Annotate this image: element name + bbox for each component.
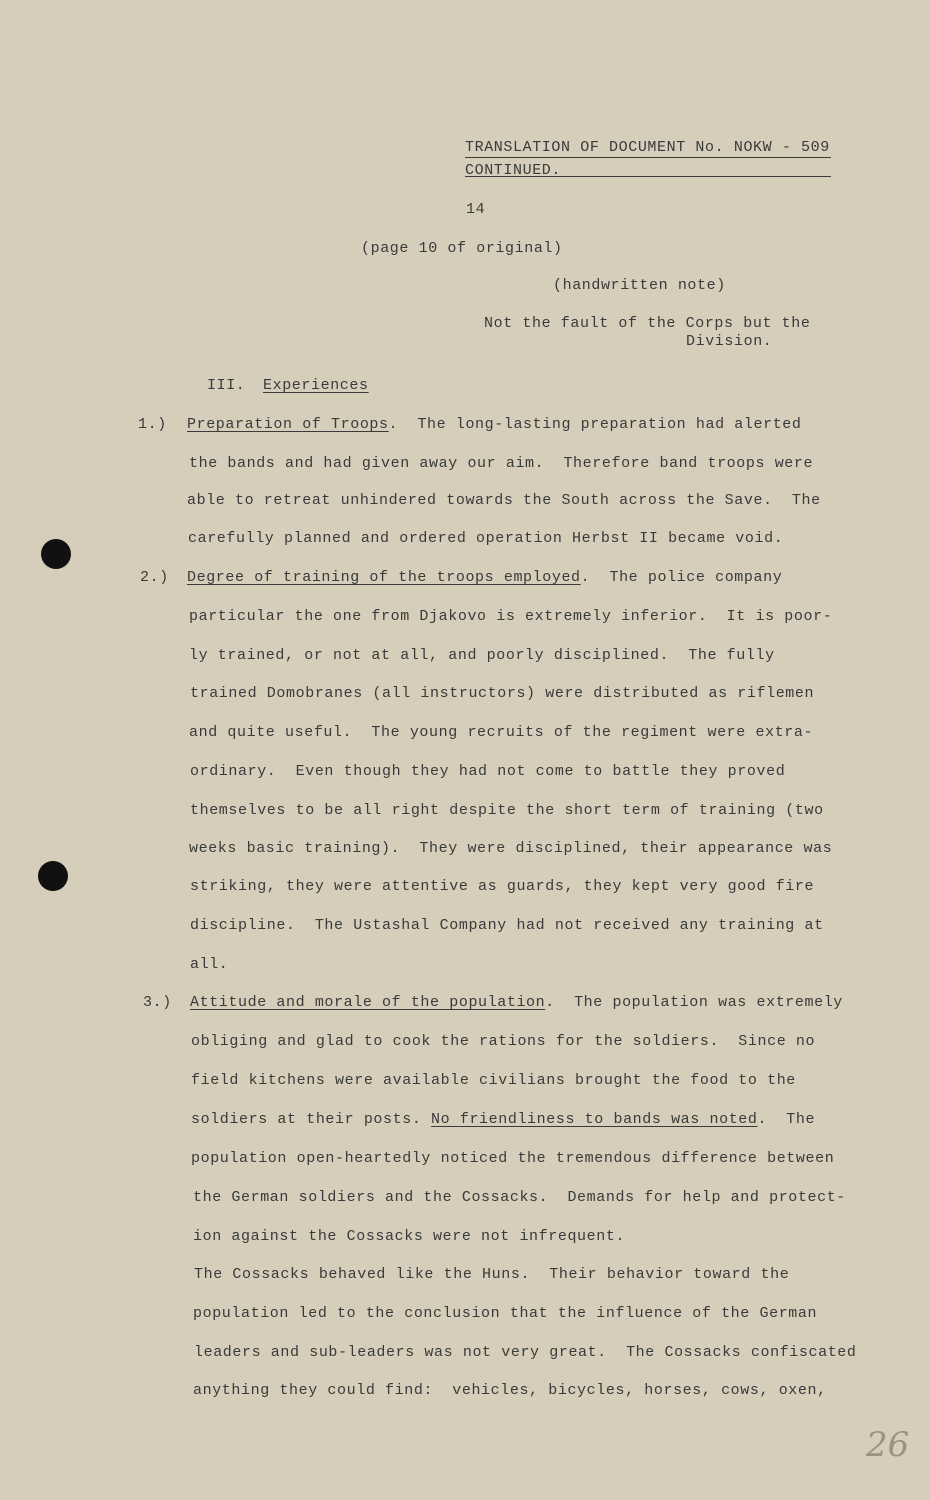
paragraph-line: carefully planned and ordered operation Herbst II became void.	[188, 530, 784, 547]
original-page-ref: (page 10 of original)	[361, 240, 563, 257]
paragraph-line: themselves to be all right despite the short term of training (two	[190, 802, 824, 819]
section-number: III.	[207, 377, 246, 394]
paragraph-line: particular the one from Djakovo is extremely inferior. It is poor-	[189, 608, 833, 625]
paragraph-line: the bands and had given away our aim. Therefore band troops were	[189, 455, 814, 472]
header-rule	[465, 157, 831, 158]
paragraph-line: and quite useful. The young recruits of the regiment were extra-	[189, 724, 814, 741]
paragraph-line: discipline. The Ustashal Company had not received any training at	[190, 917, 824, 934]
paragraph-title: Degree of training of the troops employed	[187, 569, 581, 586]
paragraph-line: all.	[190, 956, 229, 973]
paragraph-line: population open-heartedly noticed the tremendous difference between	[191, 1150, 835, 1167]
paragraph-line: weeks basic training). They were disciplined, their appearance was	[189, 840, 833, 857]
paragraph-line: Degree of training of the troops employed. The police company	[187, 569, 783, 586]
paragraph-line: the German soldiers and the Cossacks. Demands for help and protect-	[193, 1189, 846, 1206]
handwritten-page-mark: 26	[866, 1425, 910, 1465]
underlined-phrase: No friendliness to bands was noted	[431, 1111, 758, 1128]
paragraph-line: Preparation of Troops. The long-lasting preparation had alerted	[187, 416, 802, 433]
handwritten-note-label: (handwritten note)	[553, 277, 726, 294]
paragraph-line: ordinary. Even though they had not come to battle they proved	[190, 763, 786, 780]
paragraph-line: The Cossacks behaved like the Huns. Their behavior toward the	[194, 1266, 790, 1283]
header-rule	[465, 176, 831, 177]
paragraph-number: 2.)	[140, 569, 169, 586]
punch-hole	[41, 539, 71, 569]
note-text: Not the fault of the Corps but the	[484, 315, 811, 332]
paragraph-line: field kitchens were available civilians brought the food to the	[191, 1072, 796, 1089]
paragraph-number: 3.)	[143, 994, 172, 1011]
header-continued: CONTINUED.	[465, 162, 562, 179]
paragraph-number: 1.)	[138, 416, 167, 433]
paragraph-line: obliging and glad to cook the rations for the soldiers. Since no	[191, 1033, 816, 1050]
paragraph-line: anything they could find: vehicles, bicycles, horses, cows, oxen,	[193, 1382, 827, 1399]
paragraph-line: population led to the conclusion that the influence of the German	[193, 1305, 818, 1322]
note-text: Division.	[686, 333, 773, 350]
paragraph-title: Attitude and morale of the population	[190, 994, 546, 1011]
paragraph-line: soldiers at their posts. No friendliness to bands was noted. The	[191, 1111, 816, 1128]
section-title: Experiences	[263, 377, 369, 394]
punch-hole	[38, 861, 68, 891]
paragraph-line: Attitude and morale of the population. The population was extremely	[190, 994, 843, 1011]
paragraph-line: striking, they were attentive as guards, they kept very good fire	[190, 878, 815, 895]
paragraph-line: able to retreat unhindered towards the South across the Save. The	[187, 492, 821, 509]
paragraph-line: ion against the Cossacks were not infrequent.	[193, 1228, 626, 1245]
header-title: TRANSLATION OF DOCUMENT No. NOKW - 509	[465, 139, 830, 156]
paragraph-title: Preparation of Troops	[187, 416, 389, 433]
paragraph-line: trained Domobranes (all instructors) were distributed as riflemen	[190, 685, 815, 702]
paragraph-line: ly trained, or not at all, and poorly disciplined. The fully	[189, 647, 775, 664]
page-number: 14	[466, 201, 486, 218]
paragraph-line: leaders and sub-leaders was not very great. The Cossacks confiscated	[194, 1344, 857, 1361]
